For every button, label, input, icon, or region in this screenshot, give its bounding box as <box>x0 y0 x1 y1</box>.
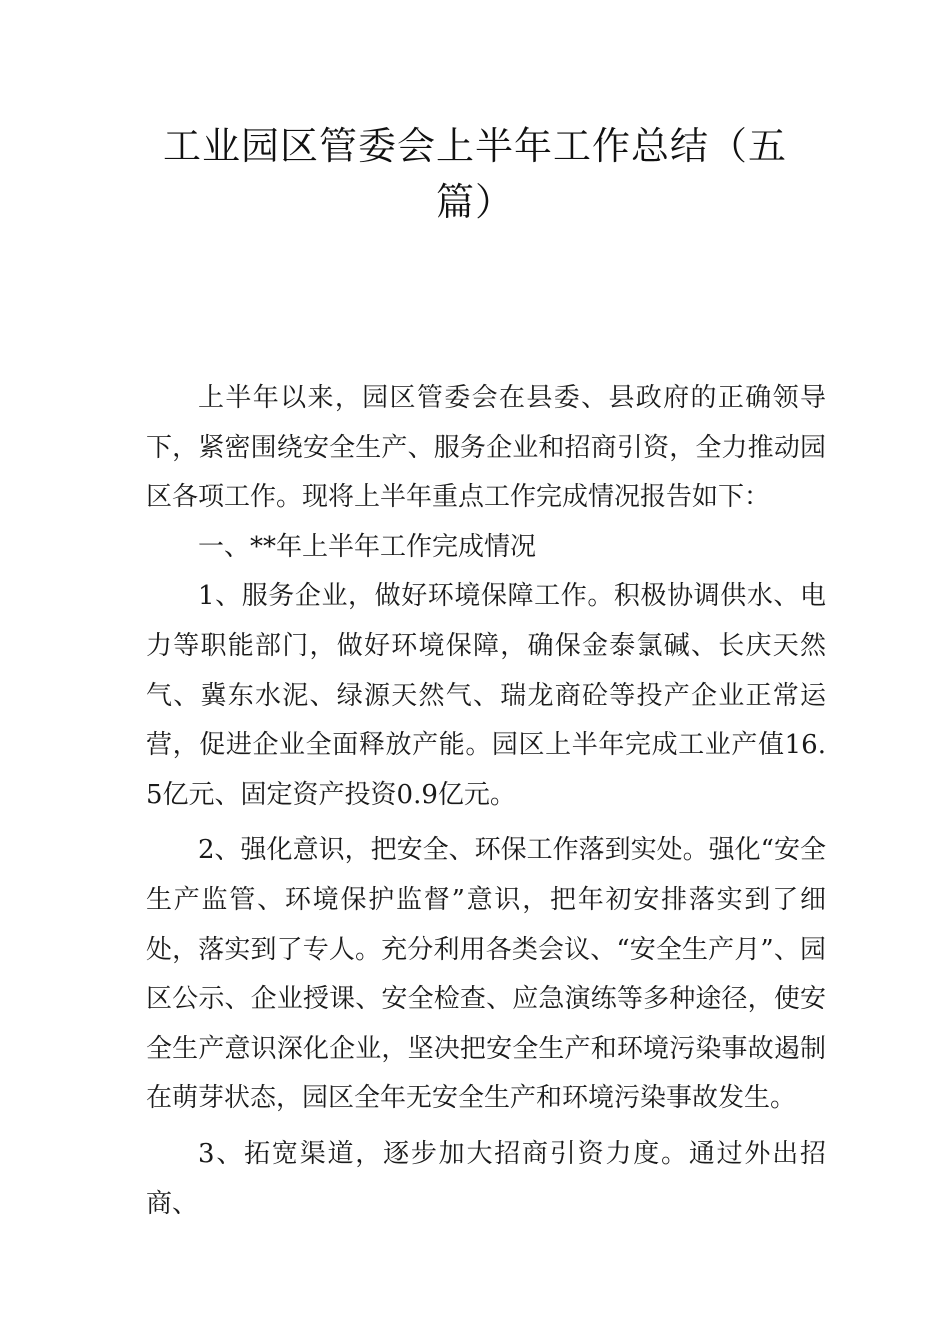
section-heading: 一、**年上半年工作完成情况 <box>198 531 537 562</box>
document-body <box>146 374 826 1229</box>
paragraph-item-3: 3、拓宽渠道，逐步加大招商引资力度。通过外出招商、 <box>146 1138 826 1219</box>
document-title: 工业园区管委会上半年工作总结（五篇） <box>162 124 787 224</box>
paragraph-item-1: 1、服务企业，做好环境保障工作。积极协调供水、电力等职能部门，做好环境保障，确保金泰氯碱、长庆天然气、冀东水泥、绿源天然气、瑞龙商砼等投产企业正常运营，促进企业全面释放产能。园区上半年完成工业产值16.5亿元、固定资产投资0.9亿元。 <box>146 581 826 810</box>
paragraph-intro: 上半年以来，园区管委会在县委、县政府的正确领导下，紧密围绕安全生产、服务企业和招商引资，全力推动园区各项工作。现将上半年重点工作完成情况报告如下： <box>146 383 826 513</box>
paragraph-item-2: 2、强化意识，把安全、环保工作落到实处。强化“安全生产监管、环境保护监督”意识，把年初安排落实到了细处，落实到了专人。充分利用各类会议、“安全生产月”、园区公示、企业授课、安全检查、应急演练等多种途径，使安全生产意识深化企业，坚决把安全生产和环境污染事故遏制在萌芽状态，园区全年无安全生产和环境污染事故发生。 <box>146 835 826 1114</box>
